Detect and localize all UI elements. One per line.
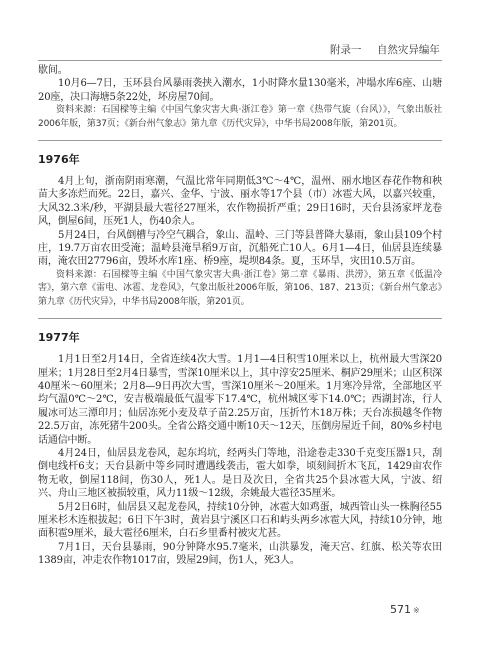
running-header <box>330 42 440 57</box>
header-title: 自然灾异编年 <box>376 44 440 56</box>
section-divider <box>38 140 442 141</box>
page-body <box>38 64 442 568</box>
page-number: 571 <box>390 603 411 616</box>
header-separator <box>368 44 371 56</box>
source-note: 资料来源：石国樑等主编《中国气象灾害大典·浙江卷》第二章《暴雨、洪涝》，第五章《低温冷害》，第六章《雷电、冰雹、龙卷风》，气象出版社2006年版，第106、187、213页；《新台州气象志》第九章《历代灾异》，中华书局2008年版，第201页。 <box>38 269 442 307</box>
header-rule <box>38 60 442 61</box>
continuation-text: 歇间。 <box>38 65 68 76</box>
body-paragraph: 10月6—7日，玉环县台风暴雨袭挟入潮水，1小时降水量130毫米，冲塌水库6座、山塘20座，决口海塘5条22处，坏房屋70间。 <box>38 78 442 103</box>
section-divider <box>38 318 442 319</box>
body-paragraph: 1月1日至2月14日，全省连续4次大雪。1月1—4日积雪10厘米以上，杭州最大雪深20厘米；1月28日至2月4日暴雪，雪深10厘米以上，其中淳安25厘米、桐庐29厘米；山区积深40厘米～60厘米；2月8—9日再次大雪，雪深10厘米～20厘米。1月寒冷异常，全部地区平均气温0℃～2℃，安吉极端最低气温零下17.4℃，杭州城区零下14.0℃；西湖封冻，行人履冰可达三潭印月；仙居冻死小麦及草子苗2.25万亩，压折竹木18万株；天台冻损越冬作物22.5万亩，冻死猪牛200头。全省公路交通中断10天～12天，压倒房屋近千间，80%乡村电话通信中断。 <box>38 354 442 446</box>
page-footer <box>390 603 420 616</box>
source-note: 资料来源：石国樑等主编《中国气象灾害大典·浙江卷》第一章《热带气旋（台风）》，气象出版社2006年版，第37页；《新台州气象志》第九章《历代灾异》，中华书局2008年版，第201页。 <box>38 105 442 129</box>
body-paragraph: 5月24日，台风倒槽与冷空气耦合，象山、温岭、三门等县普降大暴雨，象山县109个村庄，19.7万亩农田受淹；温岭县淹旱稻9万亩，沉船死亡10人。6月1—4日，仙居县连续暴雨，淹农田27796亩，毁坏水库1座、桥9座，堤坝84条。夏，玉环旱，灾田10.5万亩。 <box>38 229 442 268</box>
body-paragraph: 4月24日，仙居县龙卷风，起东坞坑，经两头门等地，沿途卷走330千克变压器1只，刮倒电线杆6支；天台县新中等乡同时遭遇线袭击，雹大如拳，顷刻间折木飞瓦，1429亩农作物无收，倒屋118间，伤30人，死1人。是日及次日，全省共25个县冰雹大风，宁波、绍兴、舟山三地区被损较重，风力11级～12级，余姚最大雹径35厘米。 <box>38 447 442 500</box>
body-paragraph: 4月上旬，浙南阴雨寒潮，气温比常年同期低3℃～4℃，温州、丽水地区春花作物和秧苗大多冻烂而死。22日，嘉兴、金华、宁波、丽水等17个县（市）冰雹大风，以嘉兴较重，大风32.3米/秒，平湖县最大雹径27厘米，农作物损折严重；29日16时，天台县汤家坪龙卷风，倒屋6间，压死1人，伤40余人。 <box>38 176 442 228</box>
year-heading: 1977年 <box>38 331 80 345</box>
body-paragraph: 7月1日，天台县暴雨，90分钟降水95.7毫米，山洪暴发，淹天宫、红旗、松关等农田1389亩，冲走农作物1017亩，毁屋29间，伤1人，死3人。 <box>38 541 442 567</box>
header-section: 附录一 <box>330 44 362 56</box>
year-heading: 1976年 <box>38 153 80 167</box>
footer-marks: ※ <box>413 606 420 615</box>
body-paragraph: 5月2日6时，仙居县又起龙卷风，持续10分钟，冰雹大如鸡蛋，城西管山头一株胸径55厘米杉木连根拔起；6日下午3时，黄岩县宁溪区口石和屿头两乡冰雹大风，持续10分钟，地面积雹9厘米，最大雹径6厘米，白石乡里番村被灾尤甚。 <box>38 501 442 540</box>
